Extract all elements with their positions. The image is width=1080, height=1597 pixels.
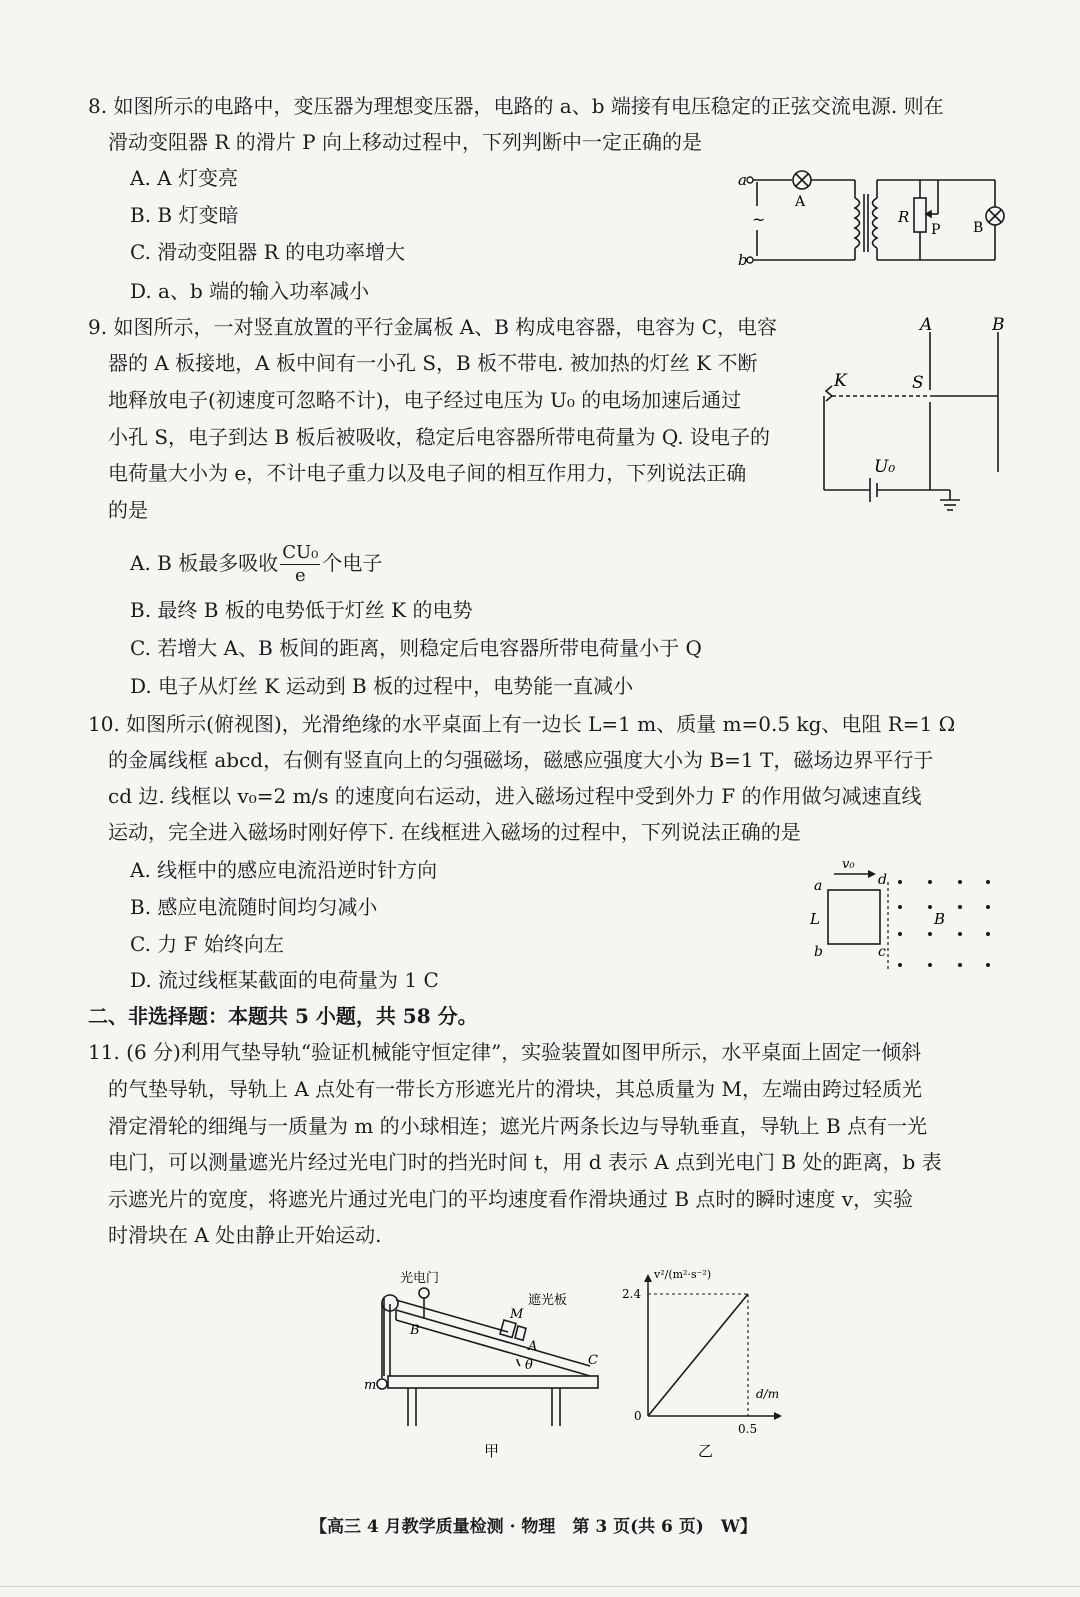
q10-loop-figure bbox=[800, 852, 1015, 982]
q9-option-c: C. 若增大 A、B 板间的距离，则稳定后电容器所带电荷量小于 Q bbox=[130, 636, 702, 660]
q10-option-a: A. 线框中的感应电流沿逆时针方向 bbox=[130, 858, 438, 882]
q8-line2: 滑动变阻器 R 的滑片 P 向上移动过程中，下列判断中一定正确的是 bbox=[108, 130, 702, 154]
q11-fig-caption-jia: 甲 bbox=[484, 1442, 500, 1460]
q11-line2: 的气垫导轨，导轨上 A 点处有一带长方形遮光片的滑块，其总质量为 M，左端由跨过轻质光 bbox=[108, 1077, 922, 1101]
q10-line4: 运动，完全进入磁场时刚好停下. 在线框进入磁场的过程中，下列说法正确的是 bbox=[108, 820, 801, 844]
q10-fig-corner-d: d bbox=[878, 872, 887, 888]
q10-fig-side-l: L bbox=[810, 910, 820, 928]
q11-line5: 示遮光片的宽度，将遮光片通过光电门的平均速度看作滑块通过 B 点时的瞬时速度 v，实验 bbox=[108, 1187, 914, 1211]
q9-line2: 器的 A 板接地，A 板中间有一小孔 S，B 板不带电. 被加热的灯丝 K 不断 bbox=[108, 351, 758, 375]
q9-fig-filament-k: K bbox=[834, 371, 847, 391]
q11-figure-yi-graph bbox=[620, 1266, 800, 1466]
q9-fig-plate-a: A bbox=[920, 315, 933, 335]
q9-line4: 小孔 S，电子到达 B 板后被吸收，稳定后电容器所带电荷量为 Q. 设电子的 bbox=[108, 425, 770, 449]
q11-fig-point-b: B bbox=[410, 1323, 420, 1338]
q8-option-b: B. B 灯变暗 bbox=[130, 203, 239, 227]
q11-line1: 11. (6 分)利用气垫导轨“验证机械能守恒定律”，实验装置如图甲所示，水平桌面上固定一倾斜 bbox=[88, 1040, 922, 1064]
q8-option-d: D. a、b 端的输入功率减小 bbox=[130, 279, 370, 303]
q8-fig-resistor-r: R bbox=[898, 208, 910, 226]
section-2-heading: 二、非选择题：本题共 5 小题，共 58 分。 bbox=[88, 1004, 478, 1028]
q8-fig-slider-p: P bbox=[931, 222, 941, 238]
q9-line6: 的是 bbox=[108, 498, 148, 522]
q9-option-a bbox=[130, 538, 382, 588]
q10-line2: 的金属线框 abcd，右侧有竖直向上的匀强磁场，磁感应强度大小为 B=1 T，磁场边界平行于 bbox=[108, 748, 934, 772]
q11-line4: 电门，可以测量遮光片经过光电门时的挡光时间 t，用 d 表示 A 点到光电门 B 处的距离，b 表 bbox=[108, 1150, 942, 1174]
q11-fig-mass-m: M bbox=[510, 1307, 524, 1322]
q11-fig-angle-theta: θ bbox=[525, 1358, 533, 1373]
q8-option-a: A. A 灯变亮 bbox=[130, 166, 238, 190]
q11-fig-gate-label: 光电门 bbox=[400, 1271, 440, 1286]
q11-line6: 时滑块在 A 处由静止开始运动. bbox=[108, 1223, 382, 1247]
q10-line1: 10. 如图所示(俯视图)，光滑绝缘的水平桌面上有一边长 L=1 m、质量 m=0.5 kg、电阻 R=1 Ω bbox=[88, 712, 956, 736]
q11-fig-ball-m: m bbox=[364, 1378, 377, 1393]
q9-option-d: D. 电子从灯丝 K 运动到 B 板的过程中，电势能一直减小 bbox=[130, 674, 634, 698]
q11-fig-point-a: A bbox=[528, 1339, 538, 1354]
q11-fig-shade-label: 遮光板 bbox=[528, 1293, 568, 1308]
q9-capacitor-figure bbox=[820, 312, 1020, 522]
page-bottom-divider bbox=[0, 1586, 1080, 1587]
q10-option-c: C. 力 F 始终向左 bbox=[130, 932, 284, 956]
q9-line5: 电荷量大小为 e，不计电子重力以及电子间的相互作用力，下列说法正确 bbox=[108, 461, 747, 485]
q11-graph-xlabel: d/m bbox=[756, 1387, 780, 1401]
q10-fig-corner-a: a bbox=[814, 878, 823, 894]
q8-fig-lamp-b: B bbox=[973, 220, 984, 236]
q10-fig-corner-c: c bbox=[878, 944, 886, 960]
q9-line1: 9. 如图所示，一对竖直放置的平行金属板 A、B 构成电容器，电容为 C，电容 bbox=[88, 315, 777, 339]
q10-option-b: B. 感应电流随时间均匀减小 bbox=[130, 895, 378, 919]
q8-fig-lamp-a: A bbox=[795, 194, 806, 210]
q9-fraction-numerator: CU₀ bbox=[282, 542, 319, 563]
q8-circuit-figure bbox=[740, 168, 1015, 278]
q11-fig-caption-yi: 乙 bbox=[698, 1442, 714, 1460]
q10-fig-corner-b: b bbox=[814, 944, 823, 960]
page-footer: 【高三 4 月教学质量检测 · 物理 第 3 页(共 6 页) W】 bbox=[310, 1517, 757, 1537]
q8-fig-ac-source: ~ bbox=[752, 210, 766, 229]
q8-option-c: C. 滑动变阻器 R 的电功率增大 bbox=[130, 240, 406, 264]
q9-option-b: B. 最终 B 板的电势低于灯丝 K 的电势 bbox=[130, 598, 473, 622]
q9-fraction-denominator: e bbox=[294, 565, 306, 586]
q10-fig-field-b: B bbox=[934, 910, 946, 928]
q11-fig-point-c: C bbox=[588, 1353, 598, 1368]
q11-graph-xtick: 0.5 bbox=[738, 1422, 758, 1436]
q9-fig-plate-b: B bbox=[992, 315, 1005, 335]
q8-fig-label-a: a bbox=[738, 171, 747, 189]
q9-option-a-suffix: 个电子 bbox=[322, 551, 383, 575]
q10-option-d: D. 流过线框某截面的电荷量为 1 C bbox=[130, 968, 439, 992]
q10-fig-velocity: v₀ bbox=[842, 857, 855, 872]
q9-option-a-prefix: A. B 板最多吸收 bbox=[130, 551, 279, 575]
q11-graph-ylabel: v²/(m²·s⁻²) bbox=[654, 1268, 712, 1281]
q11-graph-series-line bbox=[648, 1294, 748, 1416]
q11-figure-jia bbox=[360, 1266, 620, 1466]
q8-line1: 8. 如图所示的电路中，变压器为理想变压器，电路的 a、b 端接有电压稳定的正弦交流电源. 则在 bbox=[88, 94, 944, 118]
q11-graph-ytick: 2.4 bbox=[622, 1287, 642, 1301]
q9-fig-voltage-u0: U₀ bbox=[874, 457, 896, 477]
q9-option-a-fraction bbox=[280, 542, 320, 587]
q11-line3: 滑定滑轮的细绳与一质量为 m 的小球相连；遮光片两条长边与导轨垂直，导轨上 B 点有一光 bbox=[108, 1114, 928, 1138]
q11-graph-origin: 0 bbox=[634, 1409, 642, 1423]
q9-line3: 地释放电子(初速度可忽略不计)，电子经过电压为 U₀ 的电场加速后通过 bbox=[108, 388, 742, 412]
q9-fig-hole-s: S bbox=[912, 373, 924, 393]
q10-line3: cd 边. 线框以 v₀=2 m/s 的速度向右运动，进入磁场过程中受到外力 F 的作用做匀减速直线 bbox=[108, 784, 922, 808]
q8-fig-label-b: b bbox=[738, 251, 748, 269]
